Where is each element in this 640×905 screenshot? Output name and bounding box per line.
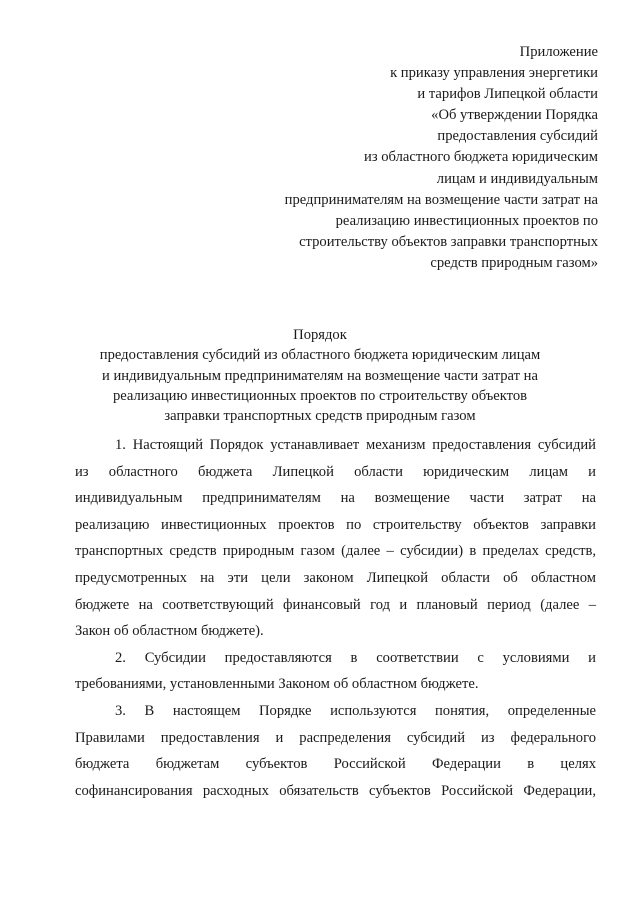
title-line: предоставления субсидий из областного бюджета юридическим лицам xyxy=(99,347,541,364)
paragraph-2 xyxy=(75,645,596,698)
paragraph-line: из областного бюджета Липецкой области юридическим лицам и xyxy=(75,463,596,480)
paragraph-line: Закон об областном бюджете). xyxy=(75,623,264,640)
paragraph-line: софинансирования расходных обязательств субъектов Российской Федерации, xyxy=(75,782,596,799)
appendix-line: Приложение xyxy=(519,44,598,60)
document-body xyxy=(75,432,596,804)
paragraph-line: 1. Настоящий Порядок устанавливает механизм предоставления субсидий xyxy=(115,437,596,453)
paragraph-line: бюджета бюджетам субъектов Российской Федерации в целях xyxy=(75,756,596,773)
appendix-line: лицам и индивидуальным xyxy=(436,170,598,187)
title-line: реализацию инвестиционных проектов по строительству объектов xyxy=(112,387,528,404)
appendix-line: и тарифов Липецкой области xyxy=(417,86,598,103)
appendix-line: строительству объектов заправки транспортных xyxy=(299,233,598,250)
appendix-line: предпринимателям на возмещение части затрат на xyxy=(284,191,598,208)
paragraph-line: 2. Субсидии предоставляются в соответствии с условиями и xyxy=(115,649,596,666)
paragraph-line: транспортных средств природным газом (далее – субсидии) в пределах средств, xyxy=(75,543,596,560)
appendix-line: реализацию инвестиционных проектов по xyxy=(335,212,598,229)
paragraph-line: Правилами предоставления и распределения субсидий из федерального xyxy=(75,729,596,746)
paragraph-line: 3. В настоящем Порядке используются понятия, определенные xyxy=(115,702,596,719)
title-line: заправки транспортных средств природным газом xyxy=(164,408,476,425)
appendix-line: к приказу управления энергетики xyxy=(390,65,598,82)
paragraph-line: индивидуальным предпринимателям на возмещение части затрат на xyxy=(75,490,596,507)
paragraph-line: требованиями, установленными Законом об областном бюджете. xyxy=(75,676,479,693)
appendix-line: «Об утверждении Порядка xyxy=(431,107,598,124)
paragraph-line: предусмотренных на эти цели законом Липецкой области об областном xyxy=(75,569,596,586)
appendix-header xyxy=(238,42,598,274)
title-line: Порядок xyxy=(293,327,347,343)
appendix-line: предоставления субсидий xyxy=(437,128,598,145)
paragraph-1 xyxy=(75,432,596,645)
paragraph-line: реализацию инвестиционных проектов по строительству объектов заправки xyxy=(75,516,596,533)
appendix-line: средств природным газом» xyxy=(430,254,598,271)
document-title xyxy=(60,325,580,426)
appendix-line: из областного бюджета юридическим xyxy=(364,149,598,166)
paragraph-3 xyxy=(75,698,596,804)
paragraph-line: бюджете на соответствующий финансовый год и плановый период (далее – xyxy=(75,596,596,613)
title-line: и индивидуальным предпринимателям на возмещение части затрат на xyxy=(102,367,538,384)
